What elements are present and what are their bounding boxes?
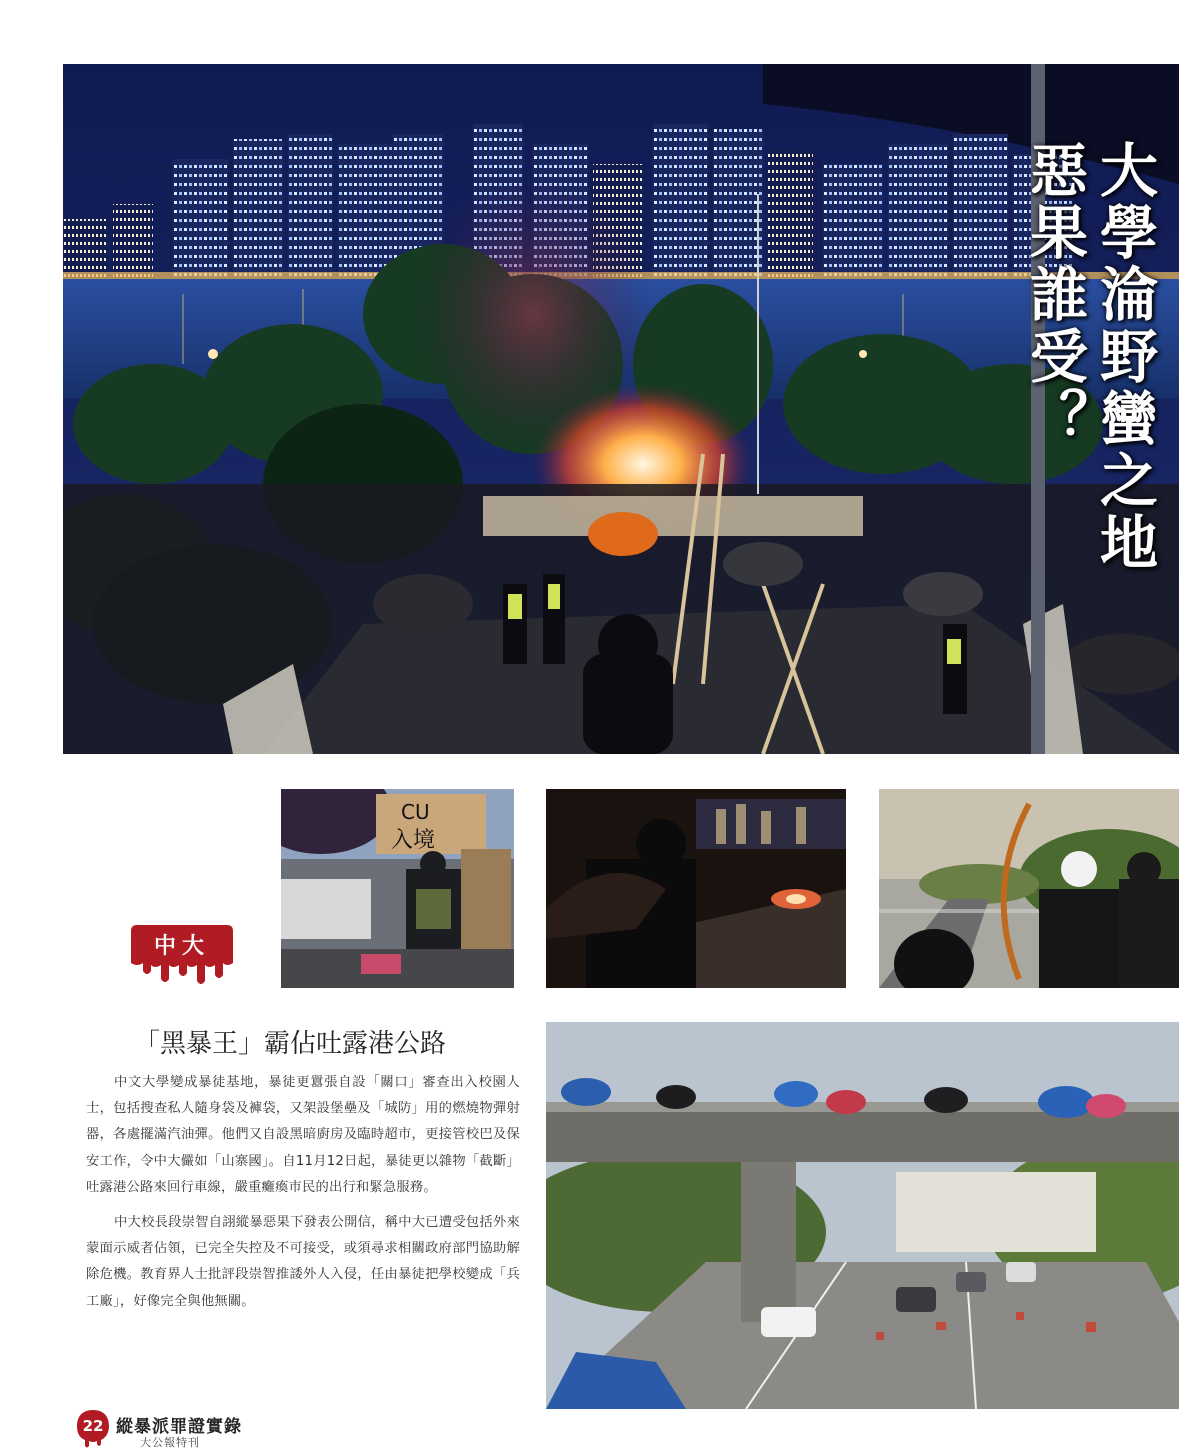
hero-photo — [63, 64, 1179, 754]
article-paragraph-1: 中文大學變成暴徒基地，暴徒更囂張自設「關口」審查出入校園人士，包括搜查私人隨身袋及褲袋，又架設堡壘及「城防」用的燃燒物彈射器，各處擺滿汽油彈。他們又自設黑暗廚房及臨時超市，更接管校巴及保安工作，令中大儼如「山寨國」。自11月12日起，暴徒更以雜物「截斷」吐露港公路來回行車線，嚴重癱瘓市民的出行和緊急服務。 — [86, 1075, 520, 1195]
sign-entry: 入境 — [391, 828, 436, 853]
photo-highway-bridge — [546, 1022, 1179, 1409]
page-number: 22 — [82, 1417, 104, 1435]
photo-checkpoint — [281, 789, 514, 988]
main-title-line-1: 大學淪野蠻之地 — [1090, 140, 1158, 574]
section-badge: 中大 — [153, 934, 210, 959]
main-title-line-2: 惡果誰受？ — [1020, 140, 1088, 450]
article-headline: 「黑暴王」霸佔吐露港公路 — [133, 1029, 446, 1059]
sign-cu: CU — [401, 800, 430, 824]
publication-title: 縱暴派罪證實錄 — [116, 1417, 242, 1437]
article-paragraph-2: 中大校長段崇智自詡縱暴惡果下發表公開信，稱中大已遭受包括外來蒙面示威者佔領，已完全失控及不可接受，或須尋求相關政府部門協助解除危機。教育界人士批評段崇智推諉外人入侵，任由暴徒把學校變成「兵工廠」，好像完全與他無關。 — [86, 1215, 520, 1309]
publication-subtitle: 大公報特刊 — [140, 1436, 200, 1449]
photo-bow — [879, 789, 1179, 988]
photo-night-bridge — [546, 789, 846, 988]
